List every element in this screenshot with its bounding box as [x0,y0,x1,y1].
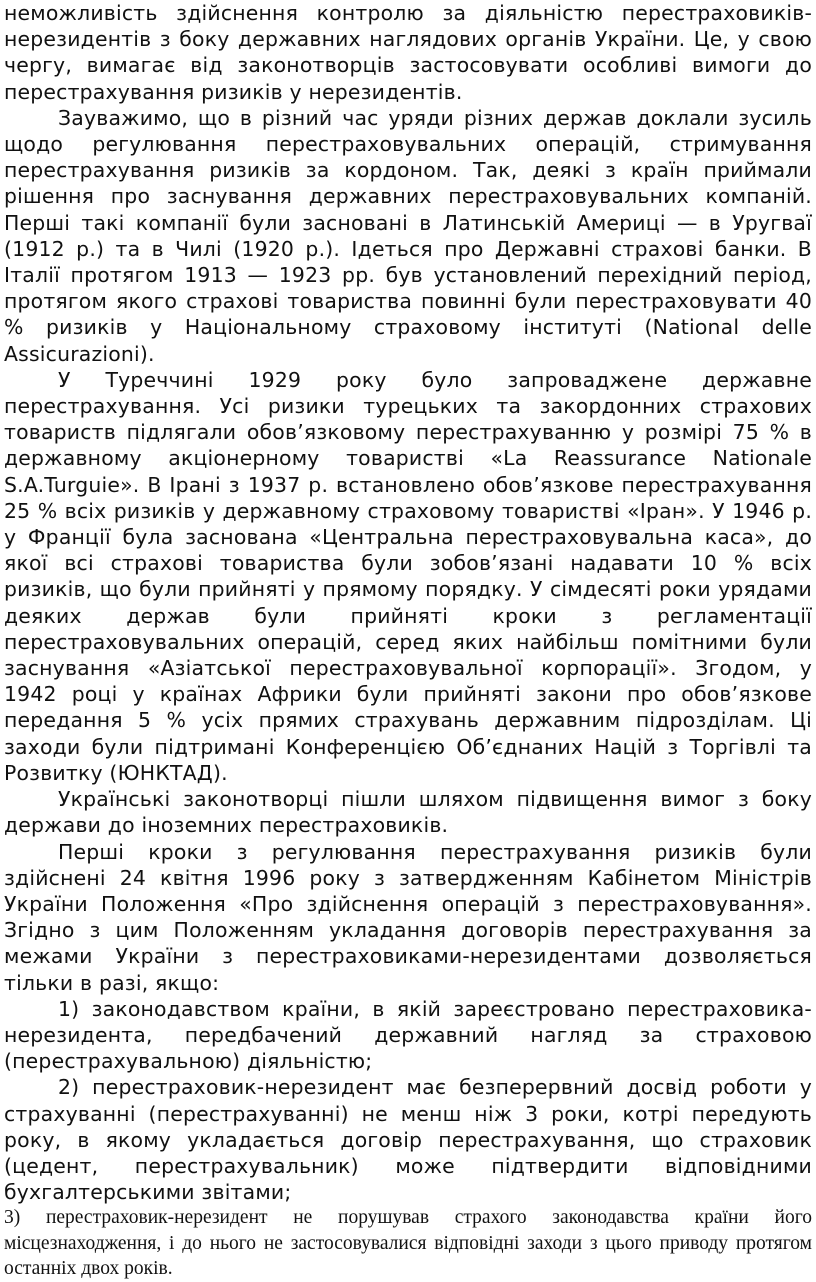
paragraph-first-steps: Перші кроки з регулювання перестрахування ризиків були здійснені 24 квітня 1996 року з затвердженням Кабінетом Міністрів України Положення «Про здійснення операцій з перестраховування». Згідно з цим Положенням укладання договорів перестрахування за межами України з перестраховиками-нерезидентами дозволяється тільки в разі, якщо: [4,839,812,995]
paragraph-reinsurance-regulation: Зауважимо, що в різний час уряди різних держав доклали зусиль щодо регулювання перестраховувальних операцій, стримування перестрахування ризиків за кордоном. Так, деякі з країн приймали рішення про заснування державних перестраховувальних компаній. Перші такі компанії були засновані в Латинській Америці — в Уругваї (1912 р.) та в Чилі (1920 р.). Ідеться про Державні страхові банки. В Італії протягом 1913 — 1923 рр. був установлений перехідний період, протягом якого страхові товариства повинні були перестраховувати 40 % ризиків у Національному страховому інституті (National delle Assicurazioni). [4,105,812,366]
list-item-1: 1) законодавством країни, в якій зареєстровано перестраховика-нерезидента, передбачений державний нагляд за страховою (перестрахувальною) діяльністю; [4,996,812,1074]
list-item-3: 3) перестраховик-нерезидент не порушував страхого законодавства країни його місцезнаходження, і до нього не застосовувалися відповідні заходи з цього приводу протягом останніх двох років. [4,1207,812,1280]
paragraph-turkey-examples: У Туреччині 1929 року було запроваджене державне перестрахування. Усі ризики турецьких та закордонних страхових товариств підлягали обов’язковому перестрахуванню у розмірі 75 % в державному акціонерному товаристві «La Reassurance Nationale S.A.Turguie». В Ірані з 1937 р. встановлено обов’язкове перестрахування 25 % всіх ризиків у державному страховому товаристві «Іран». У 1946 р. у Франції була заснована «Центральна перестраховувальна каса», до якої всі страхові товариства були зобов’язані надавати 10 % всіх ризиків, що були прийняті у прямому порядку. У сімдесяті роки урядами деяких держав були прийняті кроки з регламентації перестраховувальних операцій, серед яких найбільш помітними були заснування «Азіатської перестраховувальної корпорації». Згодом, у 1942 році у країнах Африки були прийняті закони про обов’язкове передання 5 % усіх прямих страхувань державним підрозділам. Ці заходи були підтримані Конференцією Об’єднаних Націй з Торгівлі та Розвитку (ЮНКТАД). [4,367,812,785]
list-item-2: 2) перестраховик-нерезидент має безперервний досвід роботи у страхуванні (перестрахуванні) не менш ніж 3 роки, котрі передують року, в якому укладається договір перестрахування, що страховик (цедент, перестрахувальник) може підтвердити відповідними бухгалтерськими звітами; [4,1075,812,1205]
paragraph-continuation: неможливість здійснення контролю за діяльністю перестраховиків-нерезидентів з боку державних наглядових органів України. Це, у свою чергу, вимагає від законотворців застосовувати особливі вимоги до перестрахування ризиків у нерезидентів. [4,1,812,104]
paragraph-ukrainian-lawmakers: Українські законотворці пішли шляхом підвищення вимог з боку держави до іноземних перестраховиків. [4,787,812,838]
